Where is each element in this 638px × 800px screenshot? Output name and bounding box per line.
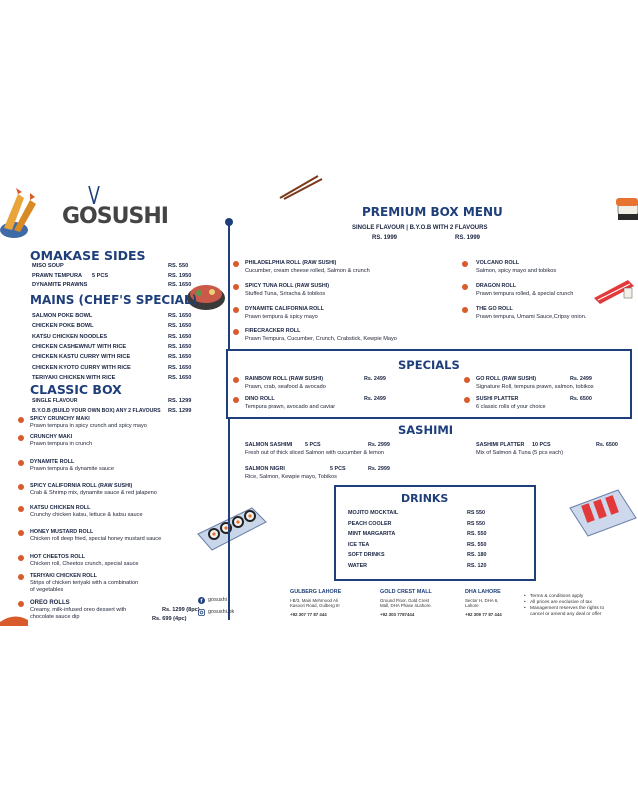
branch-name: GULBERG LAHORE	[290, 589, 342, 595]
social-instagram[interactable]	[198, 609, 234, 616]
bullet-dot	[18, 460, 24, 466]
mains-item-name: TERIYAKI CHICKEN WITH RICE	[32, 374, 116, 381]
bullet-dot	[233, 284, 239, 290]
classic-roll-name: SPICY CRUNCHY MAKI	[30, 416, 90, 422]
specials-item-price: Rs. 6500	[570, 396, 592, 402]
drink-price: RS. 120	[467, 563, 487, 569]
specials-heading: SPECIALS	[398, 358, 460, 372]
bullet-dot	[462, 261, 468, 267]
branch-address: I-B/3, Main Mehmood Ali	[290, 598, 338, 603]
mains-item-price: RS. 1650	[168, 354, 192, 361]
mains-item-price: RS. 1650	[168, 364, 192, 371]
mains-item-price: RS. 1650	[168, 343, 192, 350]
classic-roll-name: DYNAMITE ROLL	[30, 459, 75, 465]
drink-price: RS. 550	[467, 531, 487, 538]
tuna-nigiri-illustration	[590, 276, 636, 306]
bullet-dot	[18, 506, 24, 512]
branch-address: Kasoori Road, Gulberg III	[290, 603, 340, 608]
premium-heading: PREMIUM BOX MENU	[362, 205, 503, 219]
drink-name: MINT MARGARITA	[348, 531, 396, 538]
instagram-handle: gosushi.pk	[208, 609, 235, 615]
specials-item-desc: Prawn, crab, seafood & avocado	[245, 384, 326, 390]
sashimi-item-name: SALMON NIGRI	[245, 466, 285, 472]
premium-price-byob: RS. 1999	[455, 235, 481, 241]
facebook-icon	[198, 597, 205, 604]
bullet-dot	[18, 435, 24, 441]
classic-roll-name: TERIYAKI CHICKEN ROLL	[30, 573, 97, 579]
bullet-dot	[18, 555, 24, 561]
premium-item-name: SPICY TUNA ROLL (RAW SUSHI)	[245, 283, 330, 289]
oreo-price-8: Rs. 1299 (8pc)	[162, 607, 200, 613]
bullet-dot	[18, 484, 24, 490]
nigiri-illustration	[614, 196, 638, 226]
classic-option-name: SINGLE FLAVOUR	[32, 398, 78, 404]
premium-item-desc: Prawn tempura & spicy mayo	[245, 314, 318, 320]
drink-price: RS 550	[467, 510, 485, 516]
facebook-handle: gosushi	[208, 597, 227, 603]
sashimi-item-desc: Fresh out of thick sliced Salmon with cucumber & lemon	[245, 450, 384, 456]
bullet-dot	[462, 307, 468, 313]
classic-option-name: B.Y.O.B (BUILD YOUR OWN BOX) ANY 2 FLAVOURS	[32, 407, 161, 414]
bullet-dot	[464, 397, 470, 403]
omakase-item-price: RS. 550	[168, 263, 189, 269]
specials-item-desc: Signature Roll, tempura prawn, salmon, tobikos	[476, 384, 594, 390]
bullet-dot	[233, 397, 239, 403]
branch-name: GOLD CREST MALL	[380, 589, 432, 595]
chopsticks-logo-icon	[84, 186, 104, 204]
classic-roll-name: KATSU CHICKEN ROLL	[30, 505, 91, 511]
branch-phone: +92 303 7787444	[380, 612, 415, 617]
drink-name: MOJITO MOCKTAIL	[348, 510, 399, 516]
specials-item-name: RAINBOW ROLL (RAW SUSHI)	[245, 376, 324, 382]
premium-item-desc: Salmon, spicy mayo and tobikos	[476, 268, 557, 274]
omakase-item-price: RS. 1650	[168, 282, 192, 288]
mains-item-name: CHICKEN POKE BOWL	[32, 323, 94, 330]
premium-item-name: VOLCANO ROLL	[476, 260, 520, 266]
branch-phone: +92 309 77 87 444	[465, 612, 502, 617]
premium-item-desc: Prawn tempura rolled, & special crunch	[476, 291, 574, 297]
classic-option-price: RS. 1299	[168, 407, 192, 414]
logo-text: GOSUSHI	[62, 204, 168, 229]
classic-roll-name: CRUNCHY MAKI	[30, 434, 73, 440]
bullet-dot	[18, 574, 24, 580]
oreo-desc2: chocolate sauce dip	[30, 614, 80, 620]
sushi-roll-illustration	[196, 504, 268, 554]
drink-name: WATER	[348, 563, 368, 569]
sashimi-item-price: Rs. 2999	[368, 442, 390, 448]
drink-price: RS. 180	[467, 552, 487, 559]
oreo-name: OREO ROLLS	[30, 600, 70, 606]
classic-roll-desc: Crab & Shrimp mix, dynamite sauce & red jalapeno	[30, 490, 157, 496]
drinks-heading: DRINKS	[401, 492, 449, 505]
bullet-dot	[464, 377, 470, 383]
omakase-item-qty: 5 PCS	[92, 272, 109, 279]
mains-item-name: CHICKEN KYOTO CURRY WITH RICE	[32, 364, 131, 371]
drink-name: ICE TEA	[348, 541, 370, 548]
bullet-dot	[18, 601, 24, 607]
terms-bullet: •	[524, 600, 526, 605]
column-divider	[228, 222, 230, 620]
bullet-dot	[18, 417, 24, 423]
drink-name: SOFT DRINKS	[348, 552, 385, 559]
sashimi-item-qty: 10 PCS	[532, 442, 551, 448]
classic-roll-desc: of vegetables	[30, 587, 64, 593]
omakase-item-name: PRAWN TEMPURA	[32, 272, 83, 279]
mains-item-price: RS. 1650	[168, 374, 192, 381]
branch-name: DHA LAHORE	[465, 589, 501, 595]
classic-roll-desc: Prawn tempura in spicy crunch and spicy mayo	[30, 423, 147, 429]
classic-roll-name: HONEY MUSTARD ROLL	[30, 529, 94, 535]
bullet-dot	[462, 284, 468, 290]
sashimi-heading: SASHIMI	[398, 423, 454, 437]
specials-item-desc: Tempura prawn, avocado and caviar	[245, 404, 336, 410]
sashimi-item-name: SALMON SASHIMI	[245, 442, 293, 448]
premium-item-name: FIRECRACKER ROLL	[245, 328, 301, 334]
premium-item-name: DRAGON ROLL	[476, 283, 517, 289]
premium-item-desc: Cucumber, cream cheese rolled, Salmon & crunch	[245, 268, 370, 274]
bullet-dot	[233, 377, 239, 383]
logo	[62, 200, 172, 232]
omakase-item-name: DYNAMITE PRAWNS	[32, 282, 88, 288]
classic-heading: CLASSIC BOX	[30, 382, 122, 397]
classic-roll-desc: Chicken roll deep fried, special honey mustard sauce	[30, 536, 162, 542]
terms-line: All prices are exclusive of tax	[530, 600, 592, 605]
branch-address: Mall, DHA Phase 4Lahore.	[380, 603, 432, 608]
omakase-heading: OMAKASE SIDES	[30, 248, 146, 263]
classic-roll-desc: Chicken roll, Cheetos crunch, special sauce	[30, 561, 139, 567]
drink-name: PEACH COOLER	[348, 520, 392, 527]
premium-item-name: DYNAMITE CALIFORNIA ROLL	[245, 306, 324, 312]
svg-text:f: f	[200, 598, 203, 604]
terms-bullet: •	[524, 594, 526, 599]
sashimi-plate-illustration	[568, 488, 638, 538]
classic-roll-name: HOT CHEETOS ROLL	[30, 554, 86, 560]
terms-line: cancel or amend any deal or offer	[530, 612, 602, 617]
classic-option-price: RS. 1299	[168, 398, 192, 404]
premium-price-single: RS. 1999	[372, 235, 398, 241]
specials-item-price: Rs. 2499	[570, 376, 592, 382]
sashimi-item-qty: 5 PCS	[330, 466, 346, 472]
specials-item-desc: 6 classic rolls of your choice	[476, 404, 546, 410]
mains-item-name: CHICKEN CASHEWNUT WITH RICE	[32, 343, 127, 350]
sashimi-item-price: Rs. 6500	[596, 442, 618, 448]
oreo-desc: Creamy, milk-infused oreo dessert with	[30, 607, 127, 613]
specials-item-price: Rs. 2499	[364, 376, 386, 382]
specials-item-name: DINO ROLL	[245, 396, 275, 402]
premium-subheading: SINGLE FLAVOUR | B.Y.O.B WITH 2 FLAVOURS	[352, 225, 488, 231]
mains-item-price: RS. 1650	[168, 333, 192, 340]
mains-item-name: SALMON POKE BOWL	[32, 313, 93, 319]
bullet-dot	[233, 307, 239, 313]
sashimi-item-price: Rs. 2999	[368, 466, 390, 472]
tempura-illustration	[0, 188, 40, 240]
premium-item-desc: Prawn Tempura, Cucumber, Crunch, Crabstick, Kewpie Mayo	[245, 336, 397, 342]
branch-address: Lahore	[465, 603, 479, 608]
drink-price: RS 550	[467, 520, 485, 527]
bottom-corner-illustration	[0, 612, 28, 626]
terms-line: Terms & conditions apply	[530, 594, 584, 599]
branch-address: Sector H, DHA 6,	[465, 598, 499, 603]
bullet-dot	[233, 261, 239, 267]
classic-roll-desc: Prawn tempura in crunch	[30, 441, 93, 447]
sashimi-item-name: SASHIMI PLATTER	[476, 442, 525, 448]
omakase-item-name: MISO SOUP	[32, 263, 64, 269]
sashimi-item-qty: 5 PCS	[305, 442, 321, 448]
classic-roll-name: SPICY CALIFORNIA ROLL (RAW SUSHI)	[30, 483, 133, 489]
branch-phone: +92 307 77 87 444	[290, 612, 327, 617]
premium-item-name: THE GO ROLL	[476, 306, 513, 312]
terms-bullet: •	[524, 606, 526, 611]
branch-address: Ground Floor, Gold Crest	[380, 598, 430, 603]
specials-item-price: Rs. 2499	[364, 396, 386, 402]
classic-roll-desc: Crunchy chicken katsu, lettuce & katsu sauce	[30, 512, 143, 518]
mains-item-price: RS. 1650	[168, 313, 192, 319]
bullet-dot	[233, 329, 239, 335]
terms-line: Management reserves the rights to	[530, 606, 605, 611]
premium-item-desc: Prawn tempura, Umami Sauce,Cripsy onion.	[476, 314, 587, 320]
mains-item-name: CHICKEN KASTU CURRY WITH RICE	[32, 354, 131, 361]
drink-price: RS. 550	[467, 541, 487, 548]
instagram-icon	[198, 609, 205, 616]
sashimi-item-desc: Mix of Salmon & Tuna (5 pcs each)	[476, 450, 564, 456]
sashimi-item-desc: Rice, Salmon, Kewpie mayo, Tobikos	[245, 474, 337, 480]
oreo-price-4: Rs. 699 (4pc)	[152, 616, 187, 622]
premium-item-name: PHILADELPHIA ROLL (RAW SUSHI)	[245, 260, 337, 266]
classic-roll-desc: Strips of chicken teriyaki with a combination	[30, 580, 139, 586]
bullet-dot	[18, 530, 24, 536]
specials-item-name: SUSHI PLATTER	[476, 396, 519, 402]
social-facebook[interactable]	[198, 597, 227, 604]
premium-item-desc: Stuffed Tuna, Sriracha & tobikos	[245, 291, 326, 297]
chopsticks-illustration	[278, 174, 324, 200]
mains-heading: MAINS (CHEF'S SPECIAL)	[30, 293, 198, 307]
mains-item-name: KATSU CHICKEN NOODLES	[32, 333, 108, 340]
mains-item-price: RS. 1650	[168, 323, 192, 330]
classic-roll-desc: Prawn tempura & dynamite sauce	[30, 466, 114, 472]
specials-item-name: GO ROLL (RAW SUSHI)	[476, 376, 537, 382]
omakase-item-price: RS. 1950	[168, 272, 192, 279]
